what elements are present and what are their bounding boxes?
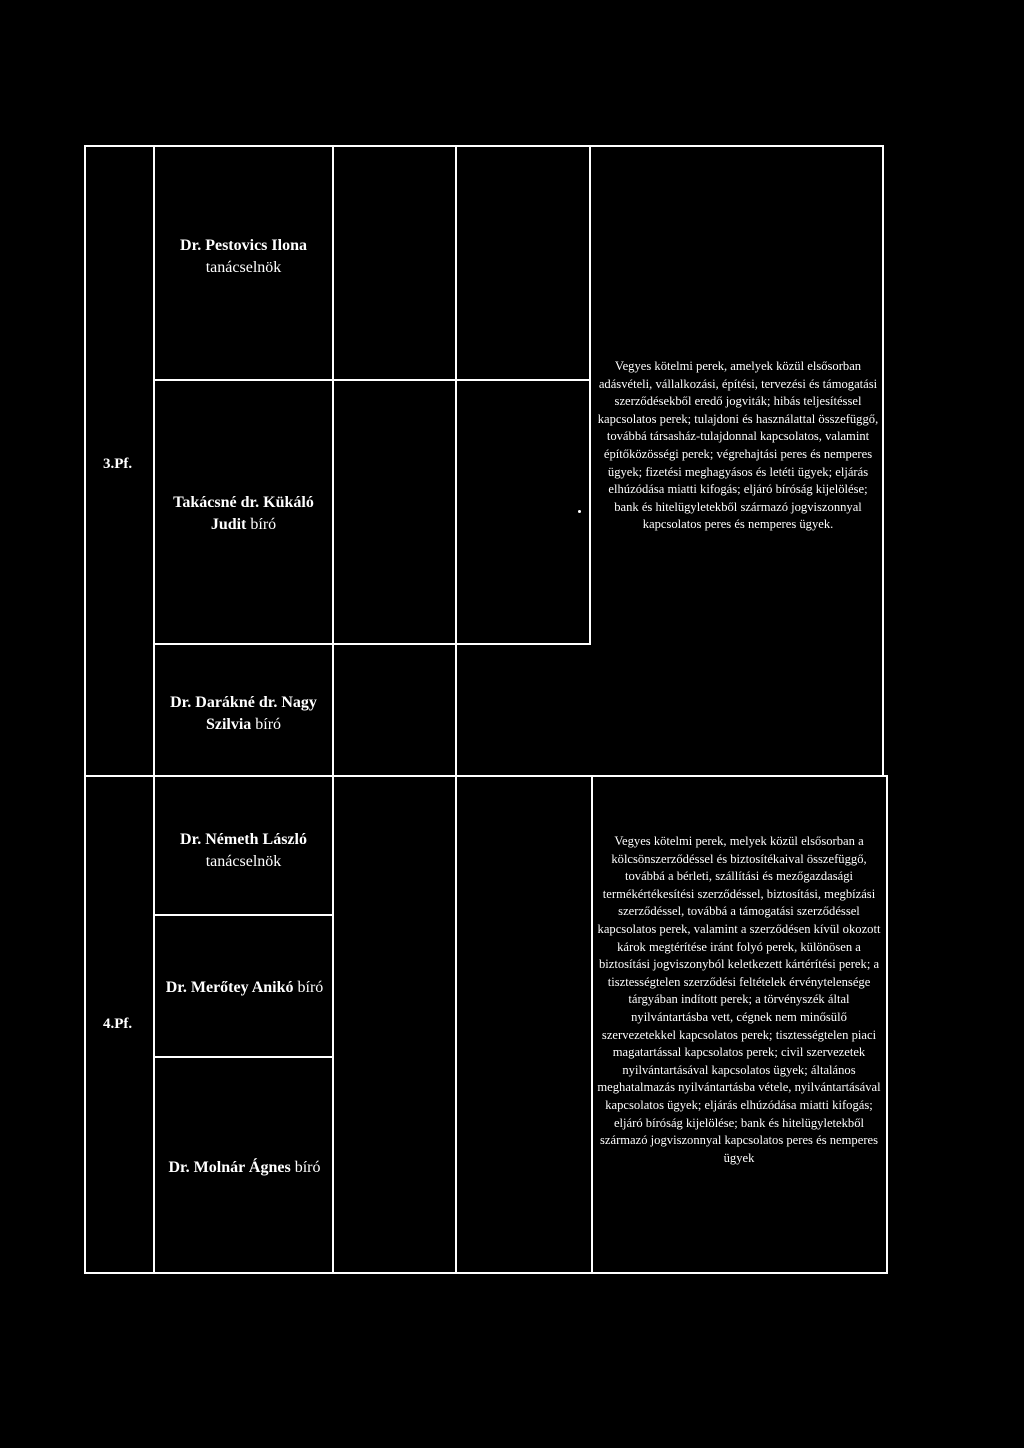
judge-name: Dr. Németh László tanácselnök — [180, 831, 307, 870]
column-divider-2 — [332, 145, 334, 1274]
row-divider-4pf-2 — [153, 1056, 333, 1058]
row-divider-4pf-1 — [153, 914, 333, 916]
section-number: 3.Pf. — [103, 456, 133, 472]
judge-name: Dr. Pestovics Ilona tanácselnök — [180, 237, 307, 276]
table-top-border — [84, 145, 884, 147]
section-number: 4.Pf. — [103, 1016, 133, 1032]
column-divider-3 — [455, 145, 457, 1274]
case-description: Vegyes kötelmi perek, melyek közül elsősorban a kölcsönszerződéssel és biztosítékaival összefüggő, továbbá a bérleti, szállítási és mezőgazdasági termékértékesítési szerződéssel, biztosítási, megbízási szerződéssel, továbbá a támogatási szerződéssel kapcsolatos perek, valamint a szerződésen kívül okozott károk megtérítése iránt folyó perek, különösen a biztosítási jogviszonyból keletkezett kártérítési perek; a tisztességtelen szerződési feltételek érvénytelensége tárgyában indított perek; a törvényszék által nyilvántartásba vett, cégnek nem minősülő szervezetekkel kapcsolatos perek; tisztességtelen piaci magatartással kapcsolatos perek; civil szervezetek nyilvántartásával kapcsolatos ügyek; általános meghatalmazás nyilvántartásba vétele, nyilvántartásával kapcsolatos ügyek; eljárás elhúzódása miatti kifogás; eljáró bíróság kijelölése; bank és hitelügyletekből származó jogviszonnyal kapcsolatos peres és nemperes ügyek — [597, 834, 881, 1165]
judge-name: Dr. Darákné dr. Nagy Szilvia bíró — [170, 694, 317, 733]
row-divider-3pf-1 — [153, 379, 590, 381]
column-divider-4-4pf — [591, 775, 593, 1274]
column-divider-4-3pf — [589, 145, 591, 645]
table-left-border — [84, 145, 86, 1274]
table-bottom-border — [84, 1272, 888, 1274]
judge-name: Takácsné dr. Kükáló Judit bíró — [173, 494, 314, 533]
judge-name: Dr. Merőtey Anikó bíró — [165, 979, 324, 996]
table-right-border-4pf — [886, 775, 888, 1274]
table-right-border-3pf — [882, 145, 884, 775]
judge-name: Dr. Molnár Ágnes bíró — [168, 1159, 321, 1176]
case-description: Vegyes kötelmi perek, amelyek közül elsősorban adásvételi, vállalkozási, építési, tervezési és támogatási szerződésekből eredő jogviták; hibás teljesítéssel kapcsolatos perek; tulajdoni és használattal összefüggő, továbbá társasház-tulajdonnal kapcsolatos, valamint építőközösségi perek; végrehajtási peres és nemperes ügyek; fizetési meghagyásos és letéti ügyek; eljárás elhúzódása miatti kifogás; eljáró bíróság kijelölése; bank és hitelügyletekből származó jogviszonnyal kapcsolatos peres és nemperes ügyek. — [597, 359, 879, 532]
stray-dot — [578, 510, 581, 513]
row-divider-3pf-2 — [153, 643, 590, 645]
section-divider — [84, 775, 888, 777]
